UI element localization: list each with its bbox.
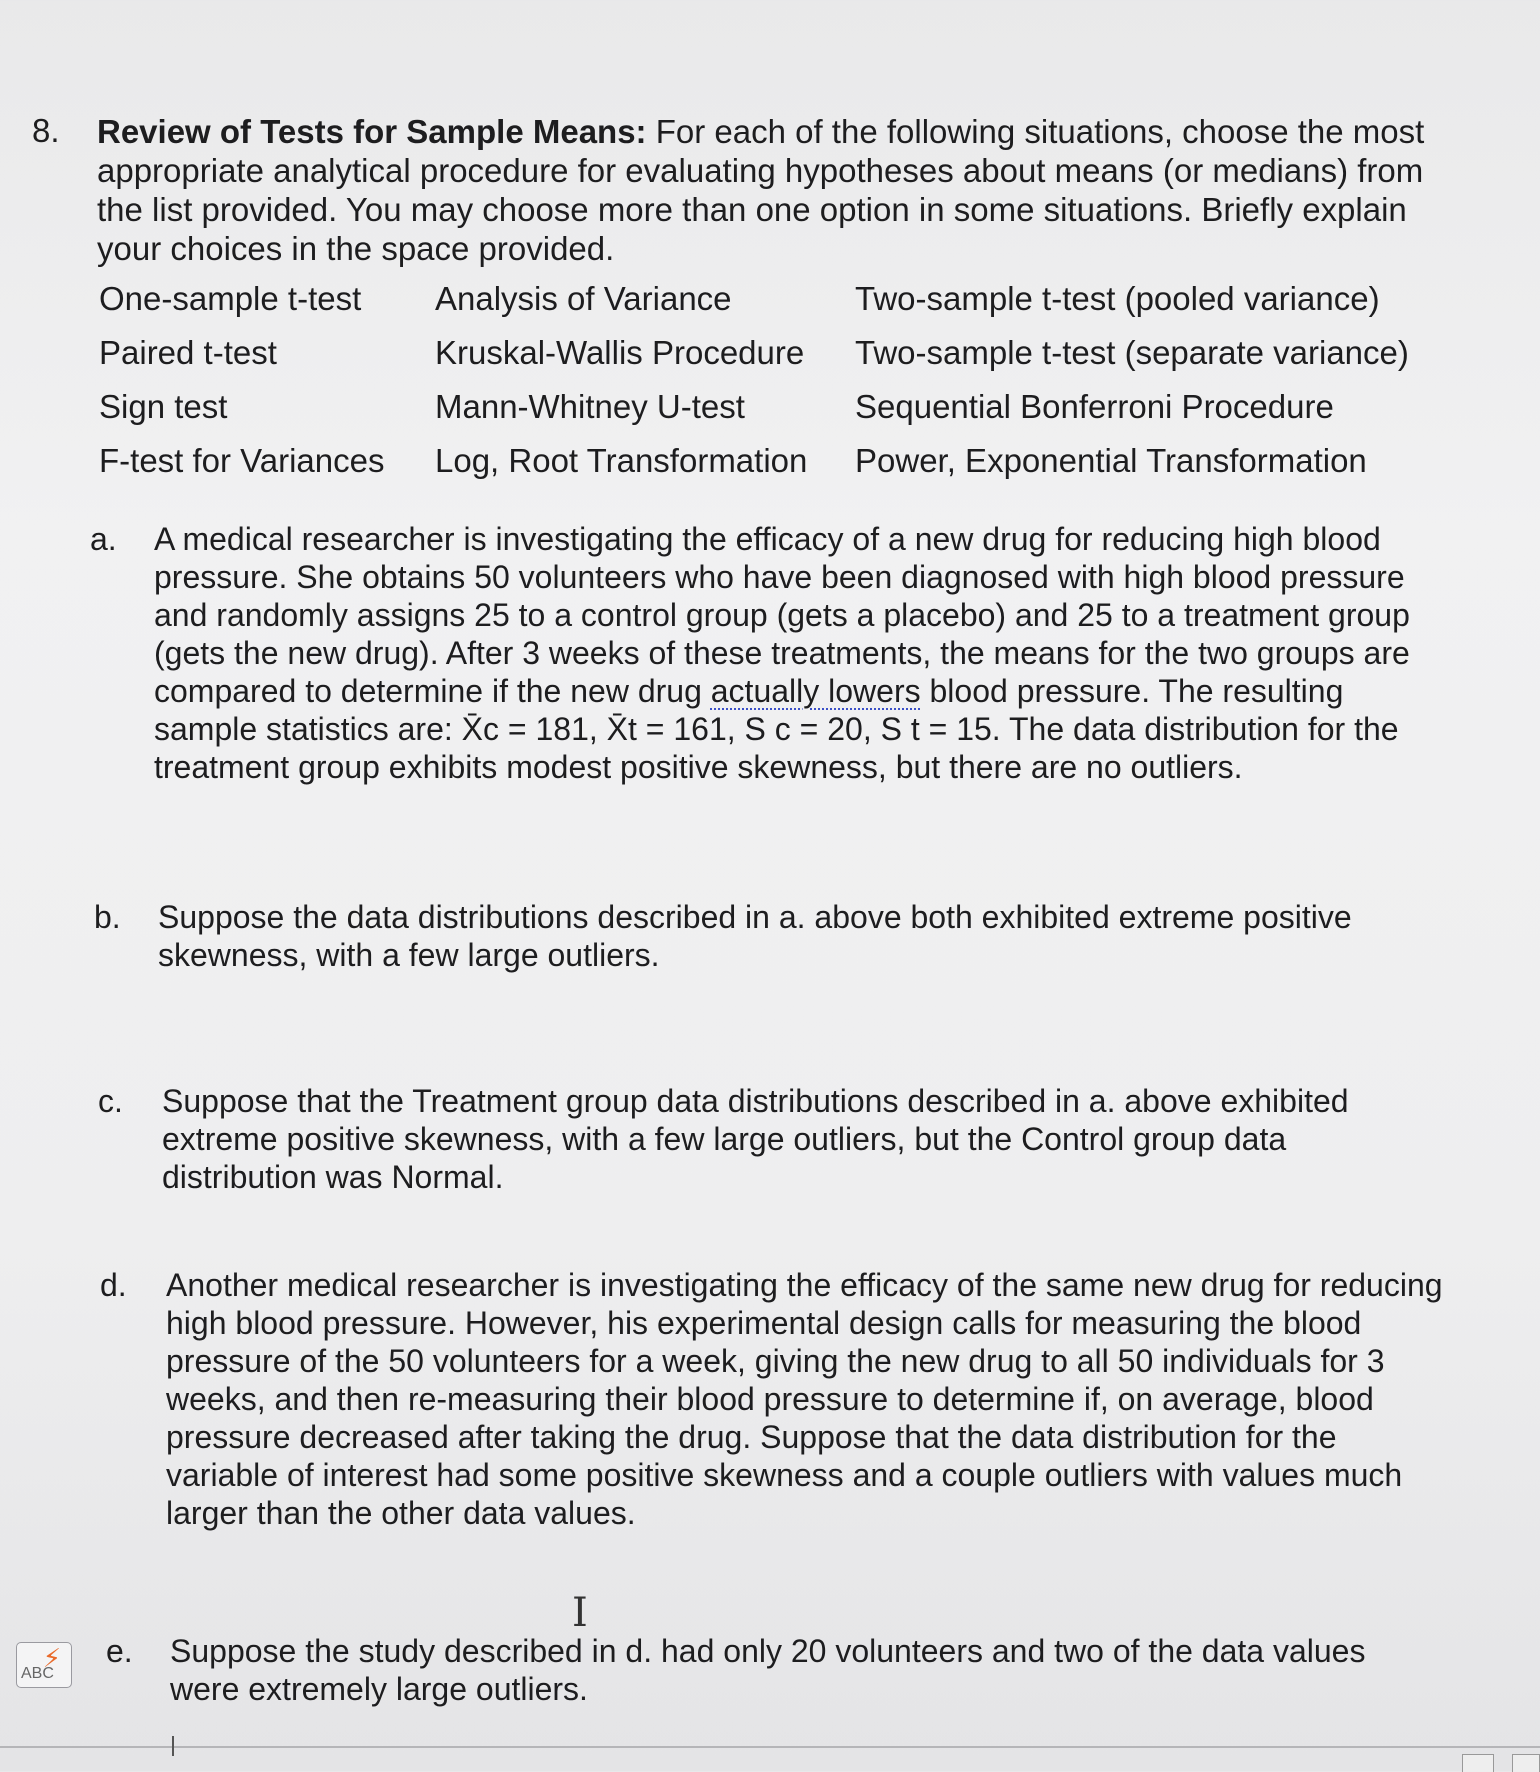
spellcheck-label: ABC [21,1665,54,1682]
item-b [94,898,1444,988]
item-d [100,1266,1450,1536]
option-item: Kruskal-Wallis Procedure [435,334,805,371]
procedure-options-list [99,280,1439,496]
option-item: Sequential Bonferroni Procedure [855,388,1334,425]
item-d-label: d. [100,1267,127,1303]
question-instructions: For each of the following situations, choose the most appropriate analytical procedure for evaluating hypotheses about means (or medians) from the list provided. You may choose more than one option in some situations. Briefly explain your choices in the space provided. [97,113,1425,267]
text-cursor-icon: I [572,1590,588,1636]
option-item: Mann-Whitney U-test [435,388,745,425]
option-item: Two-sample t-test (separate variance) [855,334,1409,371]
option-item: Power, Exponential Transformation [855,442,1367,479]
item-b-label: b. [94,899,121,935]
text-insertion-caret [172,1736,174,1756]
item-c-label: c. [98,1083,123,1119]
item-a [90,520,1440,820]
question-title: Review of Tests for Sample Means: [97,113,647,150]
window-corner-icon[interactable] [1462,1754,1494,1772]
item-e-label: e. [106,1633,133,1669]
item-a-text-part2: blood pressure. The resulting sample statistics are: X̄c = 181, X̄t = 161, S c = 20, S t = 15. The data distribution for the treatment group exhibits modest positive skewness, but there are no outliers. [154,673,1399,785]
options-row [99,280,1439,334]
options-row [99,388,1439,442]
item-a-label: a. [90,521,117,557]
question-intro [97,112,1437,268]
spellcheck-button[interactable] [16,1642,72,1688]
item-b-text: Suppose the data distributions described in a. above both exhibited extreme positive skewness, with a few large outliers. [158,899,1352,973]
window-corner-icon[interactable] [1512,1754,1540,1772]
spelling-flagged-text[interactable]: actually lowers [710,673,921,709]
options-row [99,334,1439,388]
item-a-text [154,520,1434,786]
item-e [106,1632,1446,1722]
option-item: F-test for Variances [99,442,385,479]
option-item: One-sample t-test [99,280,362,317]
page-divider [0,1746,1540,1748]
option-item: Sign test [99,388,228,425]
item-e-text: Suppose the study described in d. had only 20 volunteers and two of the data values were extremely large outliers. [170,1633,1366,1707]
item-c-text: Suppose that the Treatment group data distributions described in a. above exhibited extreme positive skewness, with a few large outliers, but the Control group data distribution was Normal. [162,1083,1349,1195]
item-d-text: Another medical researcher is investigating the efficacy of the same new drug for reducing high blood pressure. However, his experimental design calls for measuring the blood pressure of the 50 volunteers for a week, giving the new drug to all 50 individuals for 3 weeks, and then re-measuring their blood pressure to determine if, on average, blood pressure decreased after taking the drug. Suppose that the data distribution for the variable of interest had some positive skewness and a couple outliers with values much larger than the other data values. [166,1267,1443,1531]
option-item: Analysis of Variance [435,280,732,317]
option-item: Log, Root Transformation [435,442,808,479]
item-c [98,1082,1448,1202]
options-row [99,442,1439,496]
question-number: 8. [32,112,60,149]
item-a-text-part1: A medical researcher is investigating the efficacy of a new drug for reducing high blood pressure. She obtains 50 volunteers who have been diagnosed with high blood pressure and randomly assigns 25 to a control group (gets a placebo) and 25 to a treatment group (gets the new drug). After 3 weeks of these treatments, the means for the two groups are compared to determine if the new drug [154,521,1410,709]
option-item: Two-sample t-test (pooled variance) [855,280,1380,317]
lightning-bolt-icon: ⚡ [42,1643,61,1673]
option-item: Paired t-test [99,334,277,371]
